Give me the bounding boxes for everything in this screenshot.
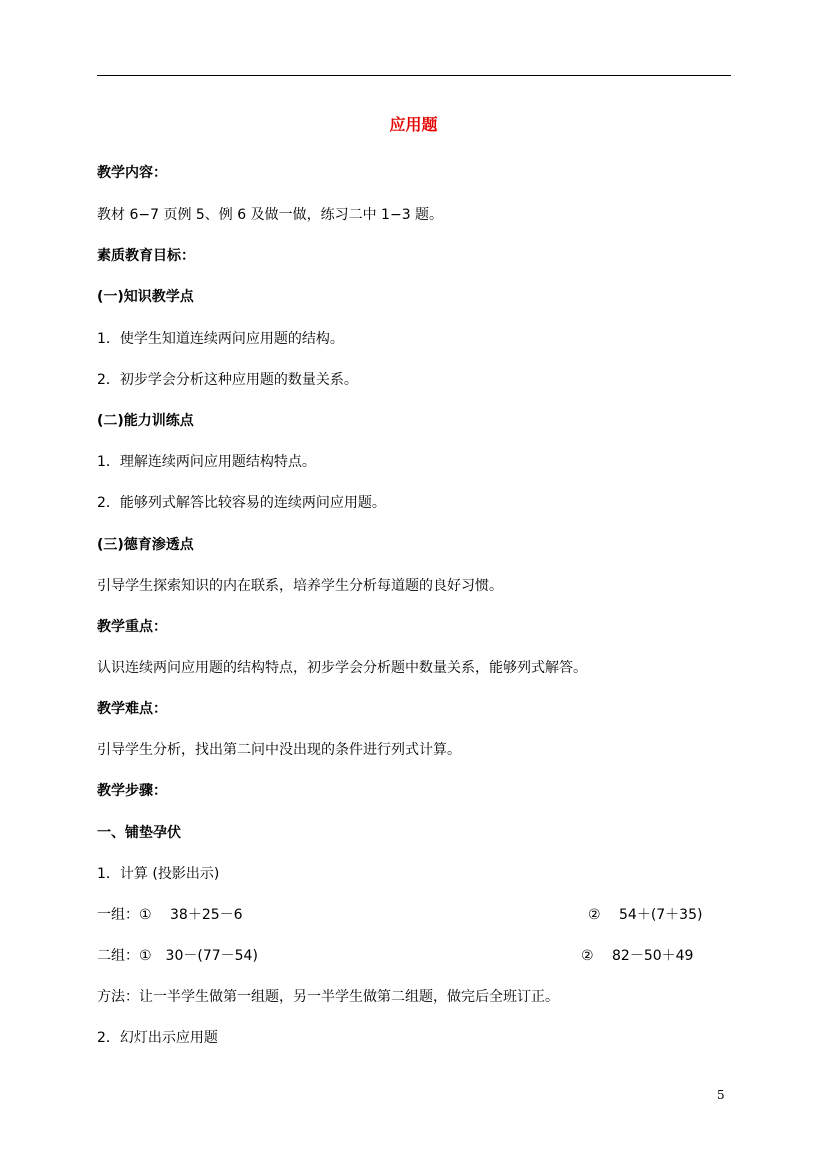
- difficult-points-text: 引导学生分析，找出第二问中没出现的条件进行列式计算。: [97, 742, 461, 758]
- heading-key-points: 教学重点：: [97, 619, 167, 635]
- heading-steps: 教学步骤：: [97, 783, 167, 799]
- heading-step-1: 一、铺垫孕伏: [97, 825, 181, 841]
- ability-item-2: 2．能够列式解答比较容易的连续两问应用题。: [97, 495, 386, 511]
- key-points-text: 认识连续两问应用题的结构特点，初步学会分析题中数量关系，能够列式解答。: [97, 660, 587, 676]
- moral-item-1: 引导学生探索知识的内在联系，培养学生分析每道题的良好习惯。: [97, 578, 503, 594]
- group-1-problem-1: 一组：① 38＋25－6: [97, 907, 243, 923]
- heading-knowledge: (一)知识教学点: [97, 289, 194, 305]
- group-1-problem-2: ② 54＋(7＋35): [588, 907, 703, 923]
- knowledge-item-1: 1．使学生知道连续两问应用题的结构。: [97, 331, 344, 347]
- method-text: 方法：让一半学生做第一组题，另一半学生做第二组题，做完后全班订正。: [97, 989, 559, 1005]
- knowledge-item-2: 2．初步学会分析这种应用题的数量关系。: [97, 372, 358, 388]
- heading-goals: 素质教育目标：: [97, 248, 195, 264]
- step-1-item-1: 1．计算 (投影出示): [97, 866, 220, 882]
- step-1-item-2: 2．幻灯出示应用题: [97, 1030, 218, 1046]
- ability-item-1: 1．理解连续两问应用题结构特点。: [97, 454, 316, 470]
- group-2-problem-1: 二组：① 30－(77－54): [97, 948, 258, 964]
- heading-ability: (二)能力训练点: [97, 413, 194, 429]
- heading-moral: (三)德育渗透点: [97, 537, 194, 553]
- heading-teaching-content: 教学内容：: [97, 165, 167, 181]
- page-number: 5: [717, 1088, 725, 1102]
- paragraph-teaching-content: 教材 6−7 页例 5、例 6 及做一做，练习二中 1−3 题。: [97, 207, 444, 223]
- header-rule: [97, 75, 731, 76]
- group-2-problem-2: ② 82－50＋49: [581, 948, 694, 964]
- heading-difficult-points: 教学难点：: [97, 701, 167, 717]
- document-title: 应用题: [389, 115, 438, 134]
